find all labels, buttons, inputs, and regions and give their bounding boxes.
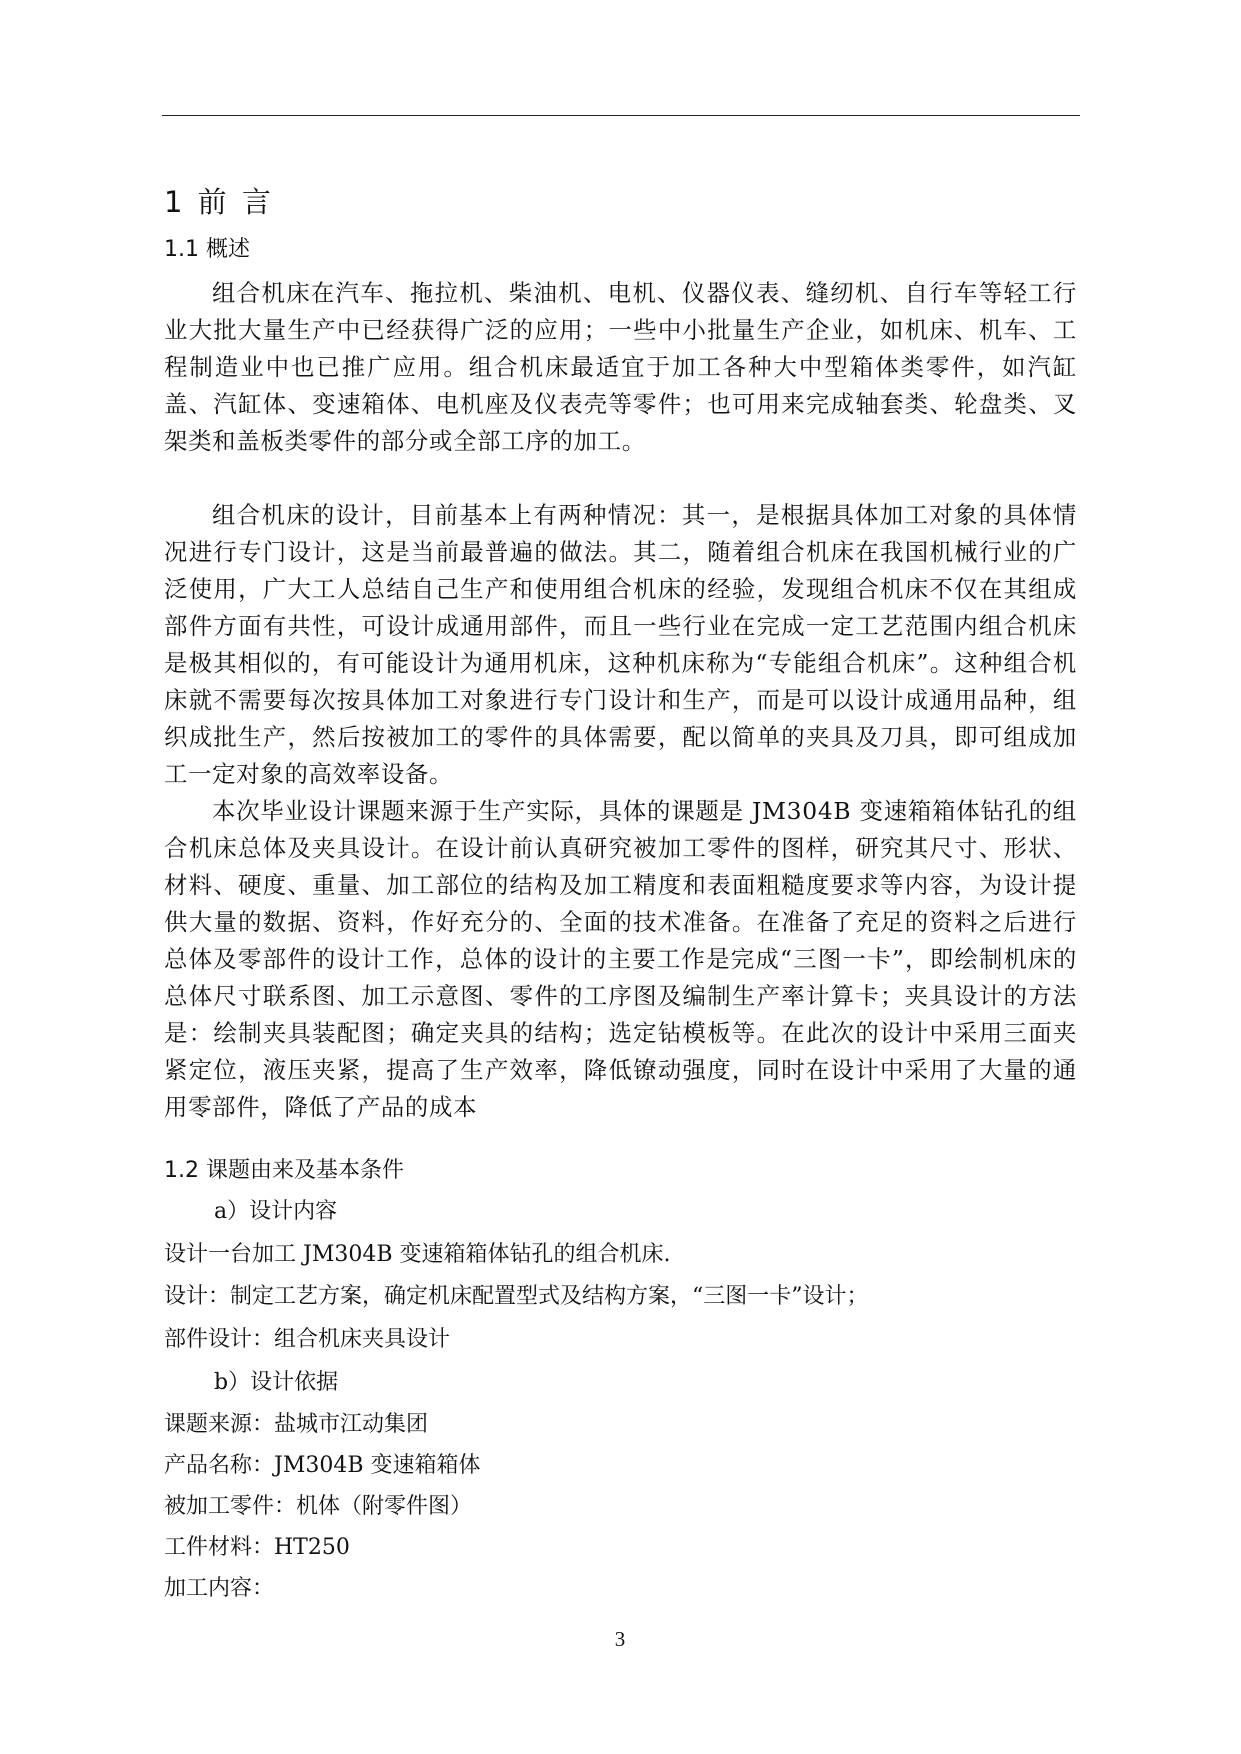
section-heading-1-1 bbox=[164, 232, 250, 263]
paragraph-design-approach: 组合机床的设计，目前基本上有两种情况：其一，是根据具体加工对象的具体情况进行专门设计，这是当前最普遍的做法。其二，随着组合机床在我国机械行业的广泛使用，广大工人总结自己生产和使用组合机床的经验，发现组合机床不仅在其组成部件方面有共性，可设计成通用部件，而且一些行业在完成一定工艺范围内组合机床是极其相似的，有可能设计为通用机床，这种机床称为“专能组合机床”。这种组合机床就不需要每次按具体加工对象进行专门设计和生产，而是可以设计成通用品种，组织成批生产，然后按被加工的零件的具体需要，配以简单的夹具及刀具，即可组成加工一定对象的高效率设备。 bbox=[164, 501, 1077, 788]
design-content-line: 部件设计：组合机床夹具设计 bbox=[164, 1327, 451, 1352]
design-basis-line: 产品名称：JM304B 变速箱箱体 bbox=[164, 1453, 481, 1478]
section-number: 1.2 bbox=[164, 1158, 199, 1183]
page-number: 3 bbox=[614, 1627, 626, 1651]
paragraph-project-source: 本次毕业设计课题来源于生产实际，具体的课题是 JM304B 变速箱箱体钻孔的组合机床总体及夹具设计。在设计前认真研究被加工零件的图样，研究其尺寸、形状、材料、硬度、重量、加工部位的结构及加工精度和表面粗糙度要求等内容，为设计提供大量的数据、资料，作好充分的、全面的技术准备。在准备了充足的资料之后进行总体及零部件的设计工作，总体的设计的主要工作是完成“三图一卡”，即绘制机床的总体尺寸联系图、加工示意图、零件的工序图及编制生产率计算卡；夹具设计的方法是：绘制夹具装配图；确定夹具的结构；选定钻模板等。在此次的设计中采用三面夹紧定位，液压夹紧，提高了生产效率，降低镣动强度，同时在设计中采用了大量的通用零部件，降低了产品的成本 bbox=[164, 797, 1077, 1121]
paragraph-overview: 组合机床在汽车、拖拉机、柴油机、电机、仪器仪表、缝纫机、自行车等轻工行业大批大量生产中已经获得广泛的应用；一些中小批量生产企业，如机床、机车、工程制造业中也已推广应用。组合机床最适宜于加工各种大中型箱体类零件，如汽缸盖、汽缸体、变速箱体、电机座及仪表壳等零件；也可用来完成轴套类、轮盘类、叉架类和盖板类零件的部分或全部工序的加工。 bbox=[164, 279, 1077, 455]
design-content-label: a）设计内容 bbox=[214, 1199, 338, 1224]
chapter-heading: 1 前 言 bbox=[164, 185, 274, 219]
design-basis-line: 课题来源：盐城市江动集团 bbox=[164, 1412, 429, 1437]
design-basis-label: b）设计依据 bbox=[214, 1370, 339, 1395]
section-number: 1.1 bbox=[164, 237, 199, 262]
section-heading-1-2 bbox=[164, 1153, 404, 1184]
design-content-line: 设计一台加工 JM304B 变速箱箱体钻孔的组合机床. bbox=[164, 1242, 671, 1267]
section-title: 概述 bbox=[206, 237, 251, 262]
design-basis-line: 工件材料：HT250 bbox=[164, 1535, 350, 1560]
design-content-line: 设计：制定工艺方案，确定机床配置型式及结构方案，“三图一卡”设计； bbox=[164, 1284, 869, 1309]
section-title: 课题由来及基本条件 bbox=[206, 1158, 405, 1183]
design-basis-line: 被加工零件：机体（附零件图） bbox=[164, 1494, 473, 1519]
design-basis-line: 加工内容： bbox=[164, 1576, 275, 1601]
header-rule bbox=[162, 115, 1080, 116]
